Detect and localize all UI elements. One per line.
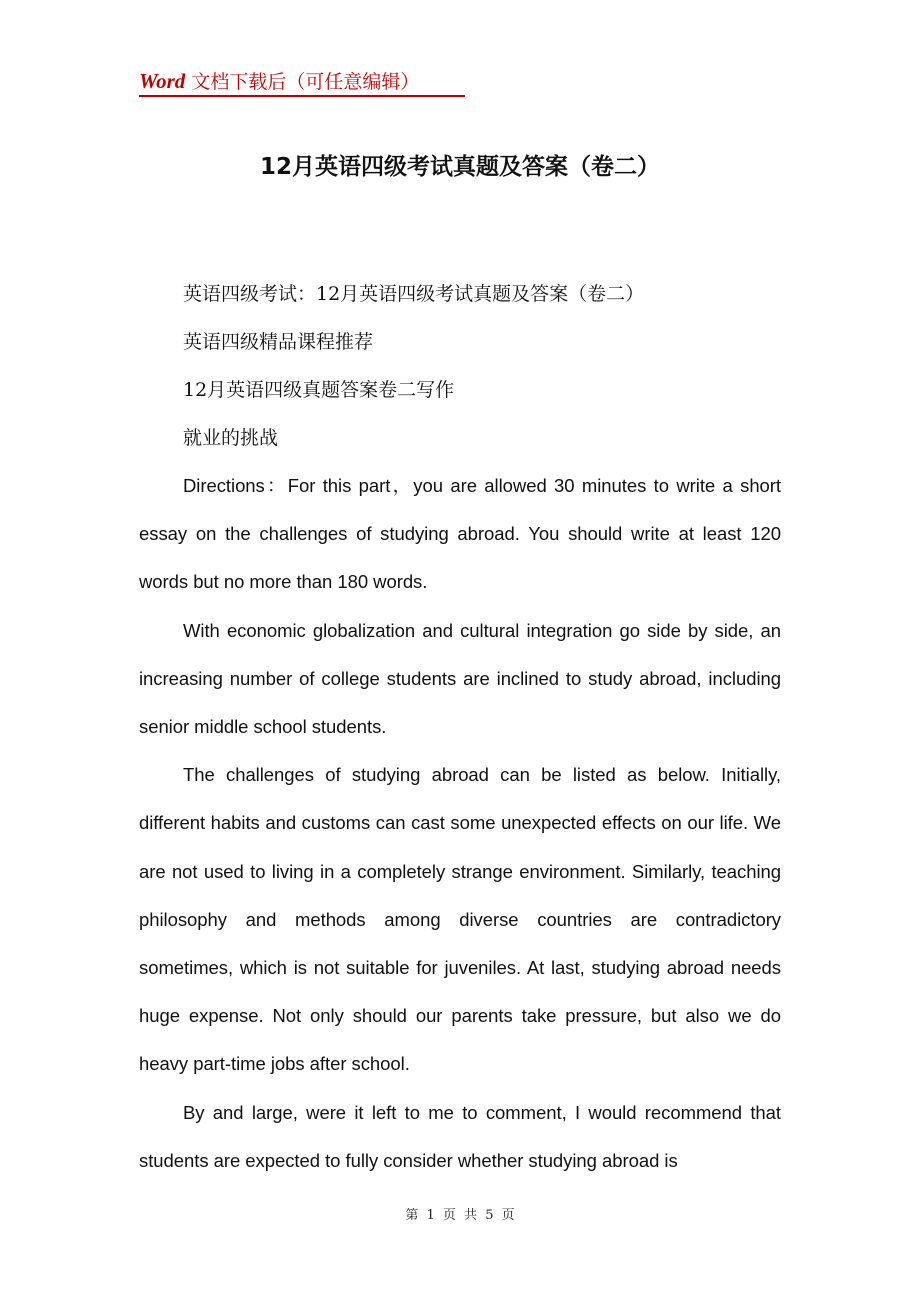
paragraph-topic: 就业的挑战	[183, 427, 279, 449]
paragraph-intro: 英语四级考试：12月英语四级考试真题及答案（卷二）	[183, 283, 645, 305]
document-body	[139, 270, 781, 1185]
document-header	[139, 66, 419, 97]
paragraph-essay-3: By and large, were it left to me to comment, I would recommend that students are expected to fully consider whether studying abroad is	[139, 1101, 781, 1171]
header-underline	[139, 95, 465, 97]
header-brand: Word	[139, 69, 186, 93]
document-title: 12月英语四级考试真题及答案（卷二）	[259, 154, 660, 180]
paragraph-writing-heading: 12月英语四级真题答案卷二写作	[183, 379, 455, 401]
header-text: 文档下载后（可任意编辑）	[185, 71, 420, 93]
paragraph-directions: Directions：For this part，you are allowed 30 minutes to write a short essay on the challenges of studying abroad. You should write at least 120 words but no more than 180 words.	[139, 475, 781, 593]
paragraph-essay-2: The challenges of studying abroad can be listed as below. Initially, different habits and customs can cast some unexpected effects on our life. We are not used to living in a completely strange environment. Similarly, teaching philosophy and methods among diverse countries are contradictory sometimes, which is not suitable for juveniles. At last, studying abroad needs huge expense. Not only should our parents take pressure, but also we do heavy part-time jobs after school.	[139, 764, 781, 1075]
paragraph-course-recommend: 英语四级精品课程推荐	[183, 331, 374, 353]
paragraph-essay-1: With economic globalization and cultural integration go side by side, an increasing number of college students are inclined to study abroad, including senior middle school students.	[139, 619, 781, 738]
page-footer: 第 1 页 共 5 页	[405, 1208, 515, 1223]
